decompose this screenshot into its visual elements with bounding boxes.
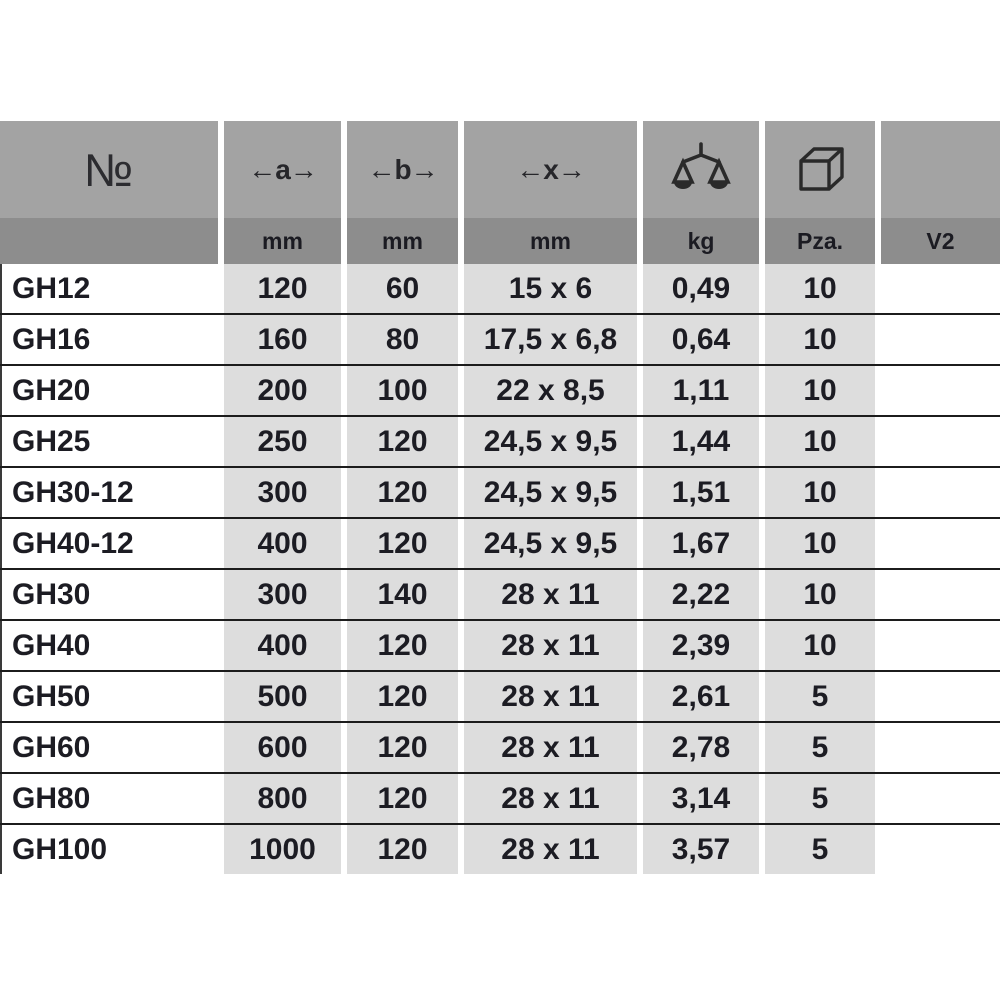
cell-dimension-a: 300: [224, 570, 341, 619]
cell-v2: [881, 519, 1000, 568]
cell-article-number: GH100: [0, 825, 218, 874]
cell-pieces: 5: [765, 825, 875, 874]
cell-weight-kg: 2,22: [643, 570, 759, 619]
table-row: [0, 468, 1000, 519]
cell-article-number: GH20: [0, 366, 218, 415]
table-row: [0, 774, 1000, 825]
cell-pieces: 10: [765, 417, 875, 466]
cell-v2: [881, 723, 1000, 772]
cell-dimension-x: 28 x 11: [464, 621, 637, 670]
cell-dimension-x: 24,5 x 9,5: [464, 519, 637, 568]
cell-v2: [881, 774, 1000, 823]
cube-icon: [794, 144, 846, 196]
table-body: [0, 264, 1000, 874]
cell-v2: [881, 315, 1000, 364]
header-col-packaging: [765, 121, 875, 218]
cell-article-number: GH25: [0, 417, 218, 466]
cell-dimension-a: 500: [224, 672, 341, 721]
cell-dimension-b: 120: [347, 723, 458, 772]
dimension-b-label: ←b→: [367, 153, 438, 185]
cell-weight-kg: 3,57: [643, 825, 759, 874]
unit-b-mm: mm: [347, 218, 458, 264]
cell-v2: [881, 621, 1000, 670]
cell-dimension-x: 28 x 11: [464, 825, 637, 874]
cell-article-number: GH80: [0, 774, 218, 823]
cell-dimension-x: 15 x 6: [464, 264, 637, 313]
cell-dimension-x: 24,5 x 9,5: [464, 468, 637, 517]
cell-dimension-b: 120: [347, 672, 458, 721]
header-col-dimension-a: [224, 121, 341, 218]
cell-dimension-b: 140: [347, 570, 458, 619]
table-row: [0, 417, 1000, 468]
cell-weight-kg: 1,11: [643, 366, 759, 415]
header-col-v2-blank: [881, 121, 1000, 218]
dimension-x-label: ←x→: [516, 153, 585, 185]
table-row: [0, 723, 1000, 774]
cell-pieces: 10: [765, 366, 875, 415]
cell-dimension-b: 120: [347, 417, 458, 466]
cell-v2: [881, 672, 1000, 721]
table-row: [0, 519, 1000, 570]
header-col-dimension-b: [347, 121, 458, 218]
table-header-icons-row: [0, 121, 1000, 218]
cell-article-number: GH16: [0, 315, 218, 364]
cell-article-number: GH40: [0, 621, 218, 670]
table-row: [0, 825, 1000, 874]
cell-dimension-b: 60: [347, 264, 458, 313]
cell-pieces: 10: [765, 621, 875, 670]
unit-article-number: [0, 218, 218, 264]
cell-dimension-b: 120: [347, 825, 458, 874]
header-col-dimension-x: [464, 121, 637, 218]
cell-weight-kg: 2,39: [643, 621, 759, 670]
unit-x-mm: mm: [464, 218, 637, 264]
cell-article-number: GH40-12: [0, 519, 218, 568]
cell-dimension-b: 120: [347, 519, 458, 568]
cell-weight-kg: 0,49: [643, 264, 759, 313]
table-row: [0, 570, 1000, 621]
cell-v2: [881, 570, 1000, 619]
balance-scale-icon: [670, 140, 732, 200]
table-row: [0, 621, 1000, 672]
header-col-weight: [643, 121, 759, 218]
cell-weight-kg: 3,14: [643, 774, 759, 823]
cell-v2: [881, 264, 1000, 313]
cell-dimension-a: 120: [224, 264, 341, 313]
cell-weight-kg: 2,61: [643, 672, 759, 721]
dimension-a-label: ←a→: [248, 153, 317, 185]
cell-pieces: 10: [765, 570, 875, 619]
cell-v2: [881, 417, 1000, 466]
cell-dimension-b: 80: [347, 315, 458, 364]
cell-weight-kg: 1,51: [643, 468, 759, 517]
table-row: [0, 366, 1000, 417]
cell-dimension-x: 17,5 x 6,8: [464, 315, 637, 364]
cell-article-number: GH50: [0, 672, 218, 721]
unit-weight-kg: kg: [643, 218, 759, 264]
cell-pieces: 10: [765, 519, 875, 568]
table-row: [0, 264, 1000, 315]
cell-dimension-b: 120: [347, 774, 458, 823]
cell-dimension-a: 300: [224, 468, 341, 517]
cell-dimension-a: 250: [224, 417, 341, 466]
cell-pieces: 10: [765, 264, 875, 313]
cell-article-number: GH12: [0, 264, 218, 313]
cell-dimension-b: 100: [347, 366, 458, 415]
unit-a-mm: mm: [224, 218, 341, 264]
cell-dimension-a: 800: [224, 774, 341, 823]
spec-table: [0, 121, 1000, 874]
cell-dimension-b: 120: [347, 468, 458, 517]
cell-dimension-x: 28 x 11: [464, 570, 637, 619]
table-row: [0, 672, 1000, 723]
unit-pieces-pza: Pza.: [765, 218, 875, 264]
cell-dimension-a: 1000: [224, 825, 341, 874]
unit-v2: V2: [881, 218, 1000, 264]
cell-dimension-x: 24,5 x 9,5: [464, 417, 637, 466]
cell-dimension-x: 28 x 11: [464, 723, 637, 772]
cell-dimension-a: 200: [224, 366, 341, 415]
cell-article-number: GH60: [0, 723, 218, 772]
cell-dimension-b: 120: [347, 621, 458, 670]
cell-pieces: 10: [765, 468, 875, 517]
cell-pieces: 5: [765, 774, 875, 823]
cell-v2: [881, 825, 1000, 874]
cell-weight-kg: 0,64: [643, 315, 759, 364]
cell-dimension-a: 400: [224, 519, 341, 568]
cell-v2: [881, 468, 1000, 517]
cell-article-number: GH30: [0, 570, 218, 619]
cell-weight-kg: 1,67: [643, 519, 759, 568]
cell-dimension-a: 160: [224, 315, 341, 364]
header-col-article-number: [0, 121, 218, 218]
cell-pieces: 10: [765, 315, 875, 364]
cell-dimension-a: 600: [224, 723, 341, 772]
cell-weight-kg: 2,78: [643, 723, 759, 772]
cell-weight-kg: 1,44: [643, 417, 759, 466]
cell-dimension-x: 22 x 8,5: [464, 366, 637, 415]
cell-dimension-a: 400: [224, 621, 341, 670]
table-header-units-row: [0, 218, 1000, 264]
cell-dimension-x: 28 x 11: [464, 672, 637, 721]
cell-pieces: 5: [765, 672, 875, 721]
cell-dimension-x: 28 x 11: [464, 774, 637, 823]
cell-v2: [881, 366, 1000, 415]
cell-article-number: GH30-12: [0, 468, 218, 517]
cell-pieces: 5: [765, 723, 875, 772]
table-row: [0, 315, 1000, 366]
numero-symbol: №: [83, 143, 135, 196]
